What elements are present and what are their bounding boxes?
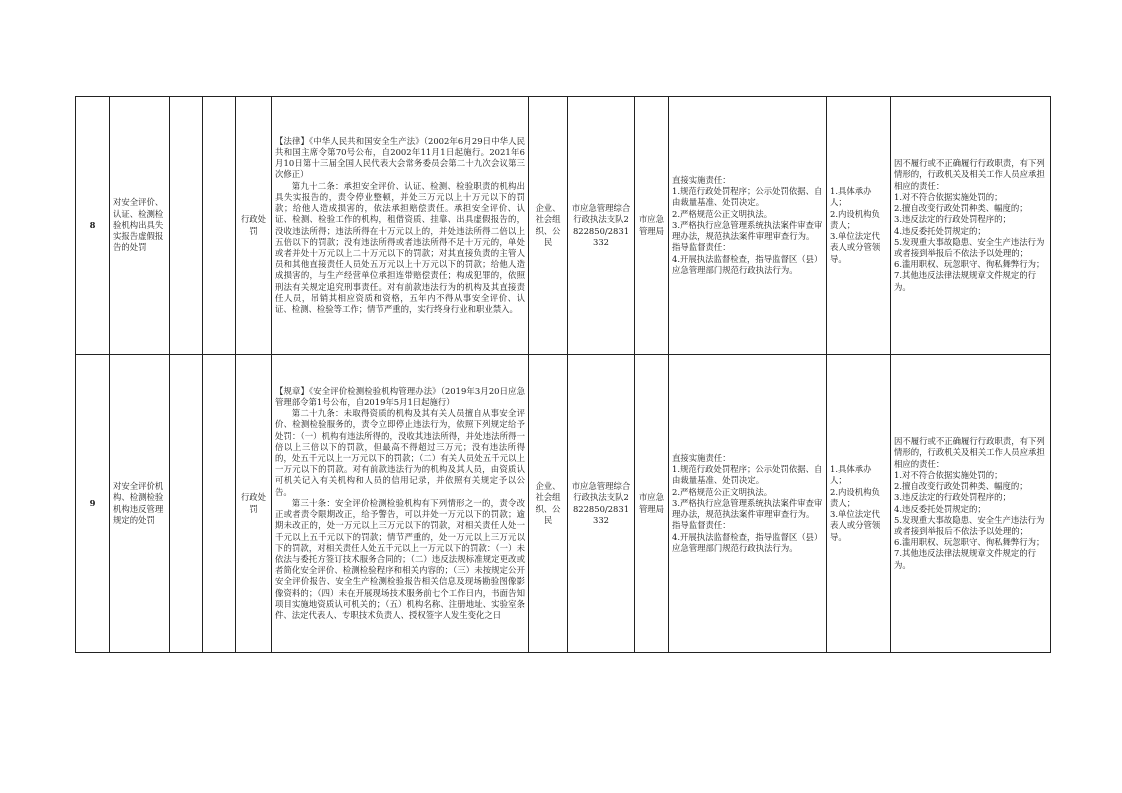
- accountability-line: 6.滥用职权、玩忽职守、徇私舞弊行为；: [894, 537, 1045, 548]
- responsibility-items: [669, 97, 827, 355]
- accountability-line: 3.违反法定的行政处罚程序的；: [894, 214, 1011, 225]
- accountability-line: 7.其他违反法律法规规章文件规定的行为。: [894, 548, 1036, 570]
- power-type: 行政处罚: [236, 355, 272, 653]
- responsible-department: 市应急管理局: [635, 355, 669, 653]
- person-line: 3.单位法定代表人或分管领导。: [830, 231, 881, 264]
- accountability-line: 因不履行或不正确履行行政职责，有下列情形的，行政机关及相关工作人员应承担相应的责任：: [894, 436, 1045, 469]
- legal-basis: [272, 355, 529, 653]
- responsibility-line: 3.严格执行应急管理系统执法案件审查审理办法，规范执法案件审理审查行为。: [672, 219, 823, 242]
- basis-article: 第二十九条：未取得资质的机构及其有关人员擅自从事安全评价、检测检验服务的，责令立即停止违法行为，依照下列规定给予处罚：（一）机构有违法所得的，没收其违法所得，并处违法所得一倍以上三倍以下的罚款，但最高不得超过三万元；没有违法所得的，处五千元以上一万元以下的罚款；（二）有关人员处五千元以上一万元以下的罚款。对有前款违法行为的机构及其人员，由资质认可机关记入有关机构和人员的信用记录，并依照有关规定予以公告。: [275, 408, 525, 497]
- person-line: 1.具体承办人；: [830, 464, 872, 486]
- person-line: 2.内设机构负责人；: [830, 486, 880, 508]
- responsible-persons: [827, 97, 891, 355]
- responsibility-line: 4.开展执法监督检查，指导监督区（县）应急管理部门规范行政执法行为。: [672, 253, 823, 275]
- responsibility-line: 4.开展执法监督检查，指导监督区（县）应急管理部门规范行政执法行为。: [672, 531, 823, 553]
- legal-basis: [272, 97, 529, 355]
- accountability-line: 因不履行或不正确履行行政职责，有下列情形的，行政机关及相关工作人员应承担相应的责任：: [894, 158, 1045, 191]
- responsible-department: 市应急管理局: [635, 97, 669, 355]
- responsibility-line: 3.严格执行应急管理系统执法案件审查审理办法，规范执法案件审理审查行为。: [672, 497, 823, 520]
- accountability-line: 2.擅自改变行政处罚种类、幅度的；: [894, 203, 1028, 214]
- empty-cell: [203, 355, 236, 653]
- person-line: 1.具体承办人；: [830, 186, 872, 208]
- accountability-line: 7.其他违反法律法规规章文件规定的行为。: [894, 270, 1036, 292]
- table-row: [76, 97, 1051, 355]
- accountability-line: 1.对不符合依据实施处罚的；: [894, 469, 1003, 480]
- responsibility-line: 指导监督责任：: [672, 242, 731, 253]
- person-line: 3.单位法定代表人或分管领导。: [830, 509, 881, 542]
- responsibility-line: 直接实施责任：: [672, 175, 731, 186]
- item-name: 对安全评价机构、检测检验机构违反管理规定的处罚: [110, 355, 170, 653]
- responsible-persons: [827, 355, 891, 653]
- power-type: 行政处罚: [236, 97, 272, 355]
- implementing-unit: 市应急管理综合行政执法支队2822850/2831332: [568, 355, 635, 653]
- target-subject: 企业、社会组织、公民: [529, 355, 568, 653]
- accountability-items: [891, 97, 1051, 355]
- accountability-line: 5.发现重大事故隐患、安全生产违法行为或者接到举报后不依法予以处理的；: [894, 514, 1045, 536]
- responsibility-line: 指导监督责任：: [672, 520, 731, 531]
- accountability-line: 1.对不符合依据实施处罚的；: [894, 191, 1003, 202]
- responsibility-line: 2.严格规范公正文明执法。: [672, 486, 773, 497]
- item-name: 对安全评价、认证、检测检验机构出具失实报告虚假报告的处罚: [110, 97, 170, 355]
- row-number: 8: [76, 97, 110, 355]
- row-number: 9: [76, 355, 110, 653]
- accountability-line: 2.擅自改变行政处罚种类、幅度的；: [894, 481, 1028, 492]
- basis-article: 第九十二条：承担安全评价、认证、检测、检验职责的机构出具失实报告的，责令停业整顿，并处三万元以上十万元以下的罚款；给他人造成损害的，依法承担赔偿责任。承担安全评价、认证、检测、检验工作的机构，租借资质、挂靠、出具虚假报告的，没收违法所得；违法所得在十万元以上的，并处违法所得二倍以上五倍以下的罚款；没有违法所得或者违法所得不足十万元的，单处或者并处十万元以上二十万元以下的罚款；对其直接负责的主管人员和其他直接责任人员处五万元以上十万元以下的罚款；给他人造成损害的，与生产经营单位承担连带赔偿责任；构成犯罪的，依照刑法有关规定追究刑事责任。对有前款违法行为的机构及其直接责任人员，吊销其相应资质和资格，五年内不得从事安全评价、认证、检测、检验等工作；情节严重的，实行终身行业和职业禁入。: [275, 180, 525, 314]
- table-row: [76, 355, 1051, 653]
- accountability-line: 6.滥用职权、玩忽职守、徇私舞弊行为；: [894, 259, 1045, 270]
- power-list-table: [75, 96, 1051, 653]
- target-subject: 企业、社会组织、公民: [529, 97, 568, 355]
- person-line: 2.内设机构负责人；: [830, 208, 880, 230]
- responsibility-line: 1.规范行政处罚程序；公示处罚依据、自由裁量基准、处罚决定。: [672, 186, 823, 208]
- empty-cell: [203, 97, 236, 355]
- accountability-line: 3.违反法定的行政处罚程序的；: [894, 492, 1011, 503]
- implementing-unit: 市应急管理综合行政执法支队2822850/2831332: [568, 97, 635, 355]
- accountability-line: 5.发现重大事故隐患、安全生产违法行为或者接到举报后不依法予以处理的；: [894, 236, 1045, 258]
- accountability-line: 4.违反委托处罚规定的；: [894, 503, 986, 514]
- empty-cell: [170, 355, 203, 653]
- responsibility-line: 1.规范行政处罚程序；公示处罚依据、自由裁量基准、处罚决定。: [672, 464, 823, 486]
- accountability-items: [891, 355, 1051, 653]
- responsibility-items: [669, 355, 827, 653]
- empty-cell: [170, 97, 203, 355]
- responsibility-line: 直接实施责任：: [672, 453, 731, 464]
- responsibility-line: 2.严格规范公正文明执法。: [672, 208, 773, 219]
- accountability-line: 4.违反委托处罚规定的；: [894, 225, 986, 236]
- basis-heading: 【法律】《中华人民共和国安全生产法》（2002年6月29日中华人民共和国主席令第70号公布，自2002年11月1日起施行。2021年6月10日第十三届全国人民代表大会常务委员会第二十九次会议第三次修正）: [275, 135, 525, 180]
- basis-article: 第三十条：安全评价检测检验机构有下列情形之一的，责令改正或者责令限期改正，给予警告，可以并处一万元以下的罚款；逾期未改正的，处一万元以上三万元以下的罚款，对相关责任人处一千元以上五千元以下的罚款；情节严重的，处一万元以上三万元以下的罚款，对相关责任人处五千元以上一万元以下的罚款：（一）未依法与委托方签订技术服务合同的；（二）违反法规标准规定更改或者简化安全评价、检测检验程序和相关内容的；（三）未按规定公开安全评价报告、安全生产检测检验报告相关信息及现场勘验图像影像资料的；（四）未在开展现场技术服务前七个工作日内，书面告知项目实施地资质认可机关的；（五）机构名称、注册地址、实验室条件、法定代表人、专职技术负责人、授权签字人发生变化之日: [275, 497, 525, 620]
- basis-heading: 【规章】《安全评价检测检验机构管理办法》（2019年3月20日应急管理部令第1号公布，自2019年5月1日起施行）: [275, 385, 525, 408]
